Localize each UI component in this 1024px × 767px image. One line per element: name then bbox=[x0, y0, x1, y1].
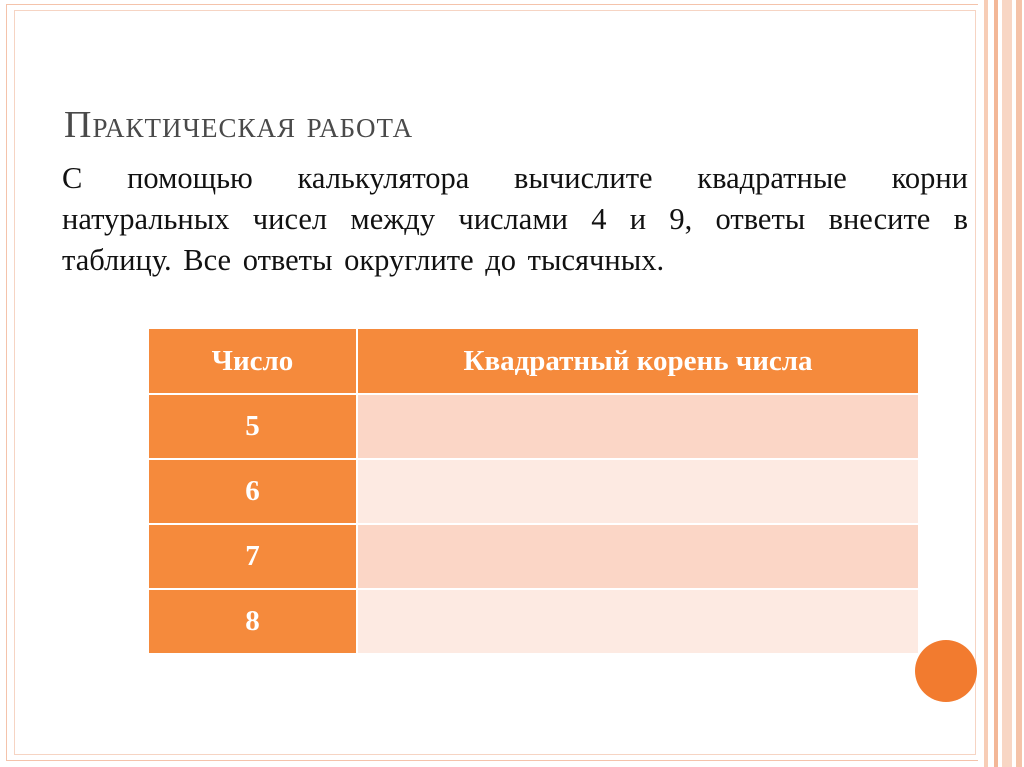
slide-title: Практическая работа bbox=[64, 104, 414, 146]
answer-cell[interactable] bbox=[357, 394, 919, 459]
number-cell: 7 bbox=[148, 524, 357, 589]
header-number: Число bbox=[148, 328, 357, 394]
table-header-row bbox=[148, 328, 919, 394]
number-cell: 8 bbox=[148, 589, 357, 654]
answer-cell[interactable] bbox=[357, 524, 919, 589]
answer-cell[interactable] bbox=[357, 589, 919, 654]
decorative-stripes bbox=[978, 0, 1024, 767]
number-cell: 5 bbox=[148, 394, 357, 459]
task-text: С помощью калькулятора вычислите квадратные корни натуральных чисел между числами 4 и 9, ответы внесите в таблицу. Все ответы округлите до тысячных. bbox=[62, 161, 968, 277]
header-square-root: Квадратный корень числа bbox=[357, 328, 919, 394]
table-row bbox=[148, 459, 919, 524]
number-cell: 6 bbox=[148, 459, 357, 524]
answer-cell[interactable] bbox=[357, 459, 919, 524]
decorative-circle bbox=[915, 640, 977, 702]
table-row bbox=[148, 394, 919, 459]
table-row bbox=[148, 524, 919, 589]
table-row bbox=[148, 589, 919, 654]
answers-table bbox=[147, 327, 920, 655]
